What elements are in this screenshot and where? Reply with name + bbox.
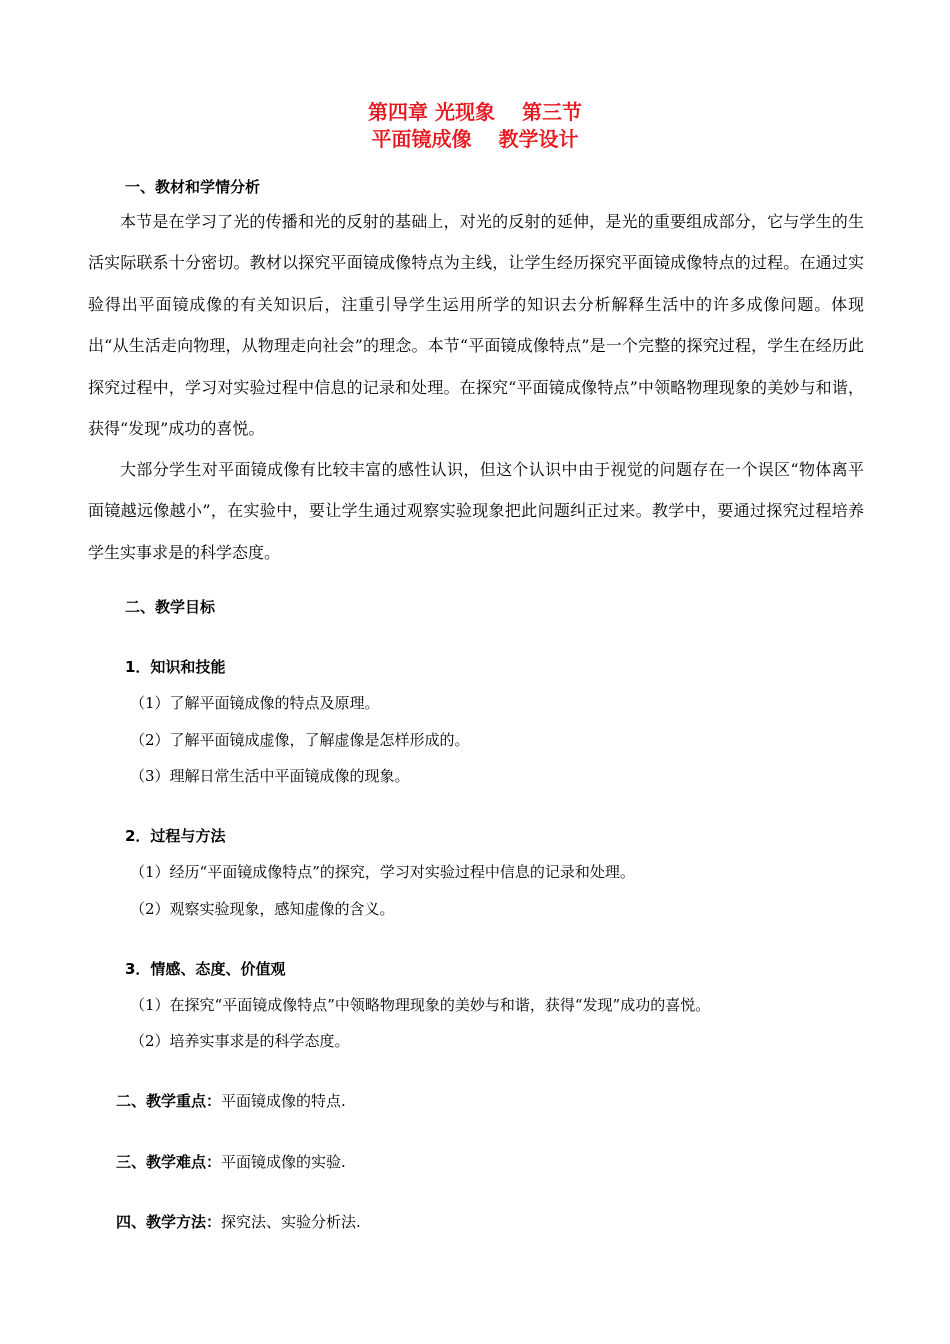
teaching-difficulty [116,1151,346,1173]
goal-heading-process-method: 2．过程与方法 [125,827,226,845]
teaching-key-point [116,1090,346,1112]
paragraph-material-analysis: 本节是在学习了光的传播和光的反射的基础上，对光的反射的延伸，是光的重要组成部分，它与学生的生活实际联系十分密切。教材以探究平面镜成像特点为主线，让学生经历探究平面镜成像特点的过程。在通过实验得出平面镜成像的有关知识后，注重引导学生运用所学的知识去分析解释生活中的许多成像问题。体现出“从生活走向物理，从物理走向社会”的理念。本节“平面镜成像特点”是一个完整的探究过程，学生在经历此探究过程中，学习对实验过程中信息的记录和处理。在探究“平面镜成像特点”中领略物理现象的美妙与和谐，获得“发现”成功的喜悦。 [88,212,864,439]
document-title-line-2: 平面镜成像 教学设计 [371,127,579,151]
goal-item: （1）经历“平面镜成像特点”的探究，学习对实验过程中信息的记录和处理。 [130,863,635,881]
goal-heading-emotion-values: 3．情感、态度、价值观 [125,960,286,978]
goal-item: （2）观察实验现象，感知虚像的含义。 [130,900,395,918]
document-title-line-1: 第四章 光现象 第三节 [368,100,582,124]
difficulty-value: 平面镜成像的实验. [221,1153,346,1171]
goal-heading-knowledge-skills: 1．知识和技能 [125,658,226,676]
method-value: 探究法、实验分析法. [221,1213,361,1231]
section-heading-material-analysis: 一、教材和学情分析 [125,178,261,196]
goal-item: （1）了解平面镜成像的特点及原理。 [130,694,380,712]
goal-item: （3）理解日常生活中平面镜成像的现象。 [130,767,410,785]
goal-item: （2）培养实事求是的科学态度。 [130,1032,350,1050]
teaching-method [116,1211,361,1233]
goal-item: （2）了解平面镜成虚像，了解虚像是怎样形成的。 [130,731,470,749]
difficulty-label: 三、教学难点： [116,1153,222,1171]
goal-item: （1）在探究“平面镜成像特点”中领略物理现象的美妙与和谐，获得“发现”成功的喜悦。 [130,996,711,1014]
section-heading-teaching-goals: 二、教学目标 [125,598,216,616]
paragraph-student-analysis: 大部分学生对平面镜成像有比较丰富的感性认识，但这个认识中由于视觉的问题存在一个误区“物体离平面镜越远像越小”，在实验中，要让学生通过观察实验现象把此问题纠正过来。教学中，要通过探究过程培养学生实事求是的科学态度。 [88,460,864,562]
method-label: 四、教学方法： [116,1213,222,1231]
key-point-label: 二、教学重点： [116,1092,222,1110]
key-point-value: 平面镜成像的特点. [221,1092,346,1110]
